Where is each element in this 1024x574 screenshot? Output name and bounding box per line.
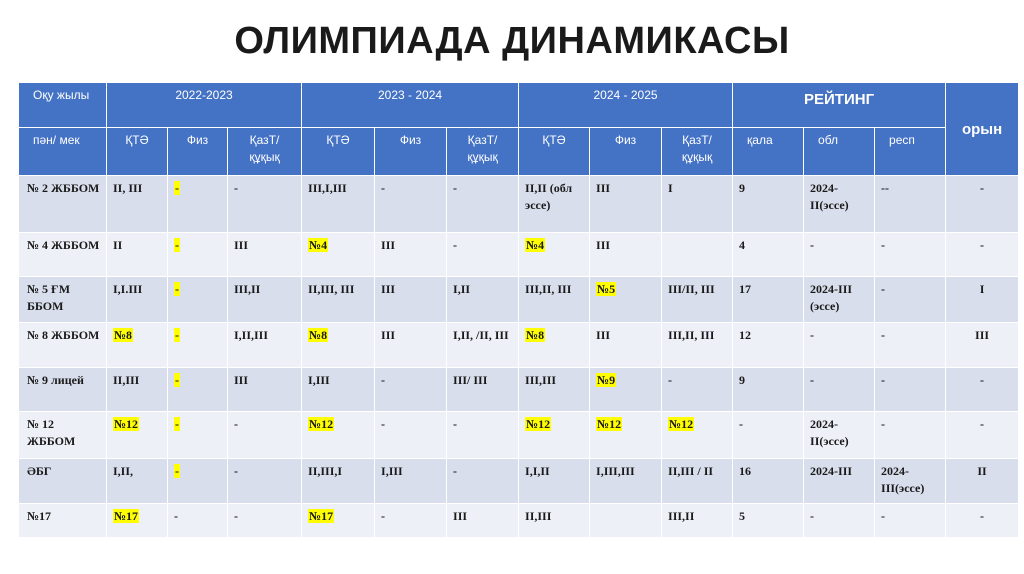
table-cell: - xyxy=(946,176,1019,233)
highlighted-value: №12 xyxy=(526,417,551,431)
table-cell: III xyxy=(228,368,302,412)
table-cell: 9 xyxy=(733,368,804,412)
table-cell: 12 xyxy=(733,323,804,368)
table-cell: 17 xyxy=(733,277,804,323)
table-cell: III,II xyxy=(228,277,302,323)
table-cell xyxy=(107,412,168,459)
table-cell: III,I,III xyxy=(302,176,375,233)
table-cell: - xyxy=(375,412,447,459)
table-cell: III,II, III xyxy=(519,277,590,323)
table-cell xyxy=(302,323,375,368)
table-cell: II,III xyxy=(107,368,168,412)
table-row xyxy=(19,504,1019,538)
table-cell xyxy=(168,176,228,233)
table-cell: - xyxy=(662,368,733,412)
rating-header: РЕЙТИНГ xyxy=(733,83,946,128)
table-cell: III xyxy=(228,233,302,277)
highlighted-value: №12 xyxy=(597,417,622,431)
table-row xyxy=(19,459,1019,504)
table-cell: II, III xyxy=(107,176,168,233)
highlighted-value: - xyxy=(175,328,179,342)
table-cell: I,II xyxy=(447,277,519,323)
highlighted-value: №12 xyxy=(669,417,694,431)
table-cell: I,III xyxy=(375,459,447,504)
table-cell: 2024-II(эссе) xyxy=(804,412,875,459)
table-cell: -- xyxy=(875,176,946,233)
table-cell: - xyxy=(875,323,946,368)
table-cell: II,II (обл эссе) xyxy=(519,176,590,233)
subject-header: ҚТӘ xyxy=(302,128,375,176)
table-cell: III xyxy=(590,323,662,368)
table-cell xyxy=(168,459,228,504)
school-cell: № 2 ЖББОМ xyxy=(19,176,107,233)
table-cell: - xyxy=(804,233,875,277)
table-cell xyxy=(662,412,733,459)
year-header: 2023 - 2024 xyxy=(302,83,519,128)
table-cell: III,II, III xyxy=(662,323,733,368)
school-cell: №17 xyxy=(19,504,107,538)
table-cell: - xyxy=(946,233,1019,277)
subject-header: Физ xyxy=(375,128,447,176)
table-cell: - xyxy=(228,412,302,459)
table-cell xyxy=(302,412,375,459)
table-cell: III/II, III xyxy=(662,277,733,323)
table-cell: II,III / II xyxy=(662,459,733,504)
table-cell xyxy=(168,277,228,323)
table-cell: 16 xyxy=(733,459,804,504)
table-cell: II xyxy=(946,459,1019,504)
subject-header: ҚазТ/ құқық xyxy=(662,128,733,176)
table-cell xyxy=(519,412,590,459)
table-cell: I,II, /II, III xyxy=(447,323,519,368)
table-cell xyxy=(590,412,662,459)
table-cell: 2024-III (эссе) xyxy=(804,277,875,323)
table-cell: III,II xyxy=(662,504,733,538)
highlighted-value: №4 xyxy=(526,238,545,252)
table-cell: - xyxy=(168,504,228,538)
table-cell: - xyxy=(447,176,519,233)
subject-header: ҚТӘ xyxy=(107,128,168,176)
table-cell: III xyxy=(590,233,662,277)
table-cell xyxy=(590,277,662,323)
table-cell: - xyxy=(875,504,946,538)
table-cell: I xyxy=(946,277,1019,323)
table-cell: II,III, III xyxy=(302,277,375,323)
year-label: Оқу жылы xyxy=(19,83,107,128)
table-cell xyxy=(168,368,228,412)
subject-header: Физ xyxy=(168,128,228,176)
table-cell: III xyxy=(375,323,447,368)
table-cell: - xyxy=(946,412,1019,459)
table-row xyxy=(19,412,1019,459)
rating-col-header: респ xyxy=(875,128,946,176)
highlighted-value: №8 xyxy=(309,328,328,342)
highlighted-value: №8 xyxy=(526,328,545,342)
page-title: ОЛИМПИАДА ДИНАМИКАСЫ xyxy=(234,20,790,62)
table-cell: - xyxy=(447,233,519,277)
table-cell: III xyxy=(375,233,447,277)
table-cell: - xyxy=(804,368,875,412)
table-cell: 5 xyxy=(733,504,804,538)
table-cell: - xyxy=(946,368,1019,412)
school-cell: № 5 ҒМ ББОМ xyxy=(19,277,107,323)
table-cell: I xyxy=(662,176,733,233)
table-cell: - xyxy=(875,412,946,459)
highlighted-value: №12 xyxy=(114,417,139,431)
table-cell xyxy=(662,233,733,277)
subject-header: ҚазТ/ құқық xyxy=(447,128,519,176)
table-cell xyxy=(168,233,228,277)
table-cell: III xyxy=(590,176,662,233)
table-cell: 2024-II(эссе) xyxy=(804,176,875,233)
school-cell: № 9 лицей xyxy=(19,368,107,412)
table-cell: I,II,III xyxy=(228,323,302,368)
school-cell: № 4 ЖББОМ xyxy=(19,233,107,277)
table-cell: I,II, xyxy=(107,459,168,504)
table-cell: I,I,II xyxy=(519,459,590,504)
rating-col-header: қала xyxy=(733,128,804,176)
school-cell: № 12 ЖББОМ xyxy=(19,412,107,459)
highlighted-value: №17 xyxy=(114,509,139,523)
table-cell xyxy=(168,412,228,459)
table-cell: - xyxy=(375,504,447,538)
table-cell xyxy=(590,368,662,412)
table-cell: - xyxy=(733,412,804,459)
table-cell xyxy=(519,323,590,368)
table-cell: - xyxy=(804,323,875,368)
highlighted-value: - xyxy=(175,373,179,387)
table-cell: 4 xyxy=(733,233,804,277)
highlighted-value: №9 xyxy=(597,373,616,387)
table-cell: - xyxy=(228,459,302,504)
table-cell: - xyxy=(875,277,946,323)
table-cell xyxy=(302,504,375,538)
table-cell: - xyxy=(875,368,946,412)
table-cell: - xyxy=(447,412,519,459)
subject-header: Физ xyxy=(590,128,662,176)
table-cell: - xyxy=(946,504,1019,538)
olympiad-table xyxy=(18,82,1019,538)
highlighted-value: - xyxy=(175,464,179,478)
table-cell xyxy=(519,233,590,277)
table-cell: - xyxy=(375,176,447,233)
school-cell: № 8 ЖББОМ xyxy=(19,323,107,368)
highlighted-value: - xyxy=(175,417,179,431)
table-cell: - xyxy=(375,368,447,412)
subject-label: пән/ мек xyxy=(19,128,107,176)
table-cell xyxy=(107,504,168,538)
table-row xyxy=(19,277,1019,323)
subject-header: ҚТӘ xyxy=(519,128,590,176)
year-header: 2022-2023 xyxy=(107,83,302,128)
highlighted-value: №8 xyxy=(114,328,133,342)
table-row xyxy=(19,176,1019,233)
table-cell: II,III xyxy=(519,504,590,538)
table-cell: 2024-III(эссе) xyxy=(875,459,946,504)
table-cell: III,III xyxy=(519,368,590,412)
highlighted-value: - xyxy=(175,282,179,296)
subject-header: ҚазТ/ құқық xyxy=(228,128,302,176)
table-cell: 2024-III xyxy=(804,459,875,504)
table-cell: III xyxy=(946,323,1019,368)
table-cell: - xyxy=(228,504,302,538)
table-row xyxy=(19,368,1019,412)
table-cell: III xyxy=(447,504,519,538)
table-row xyxy=(19,233,1019,277)
table-cell: II,III,I xyxy=(302,459,375,504)
table-cell xyxy=(107,323,168,368)
table-cell: I,I.III xyxy=(107,277,168,323)
table-cell: 9 xyxy=(733,176,804,233)
place-header: орын xyxy=(946,83,1019,176)
table-cell: - xyxy=(447,459,519,504)
year-header: 2024 - 2025 xyxy=(519,83,733,128)
table-cell: - xyxy=(875,233,946,277)
table-cell: - xyxy=(228,176,302,233)
school-cell: ӘБГ xyxy=(19,459,107,504)
table-cell: III xyxy=(375,277,447,323)
table-cell xyxy=(302,233,375,277)
table-cell: I,III,III xyxy=(590,459,662,504)
highlighted-value: №12 xyxy=(309,417,334,431)
highlighted-value: №4 xyxy=(309,238,328,252)
table-cell: III/ III xyxy=(447,368,519,412)
table-cell: I,III xyxy=(302,368,375,412)
table-cell: - xyxy=(804,504,875,538)
table-row xyxy=(19,323,1019,368)
table-cell xyxy=(590,504,662,538)
highlighted-value: - xyxy=(175,238,179,252)
table-cell: II xyxy=(107,233,168,277)
highlighted-value: №17 xyxy=(309,509,334,523)
highlighted-value: №5 xyxy=(597,282,616,296)
rating-col-header: обл xyxy=(804,128,875,176)
highlighted-value: - xyxy=(175,181,179,195)
table-cell xyxy=(168,323,228,368)
